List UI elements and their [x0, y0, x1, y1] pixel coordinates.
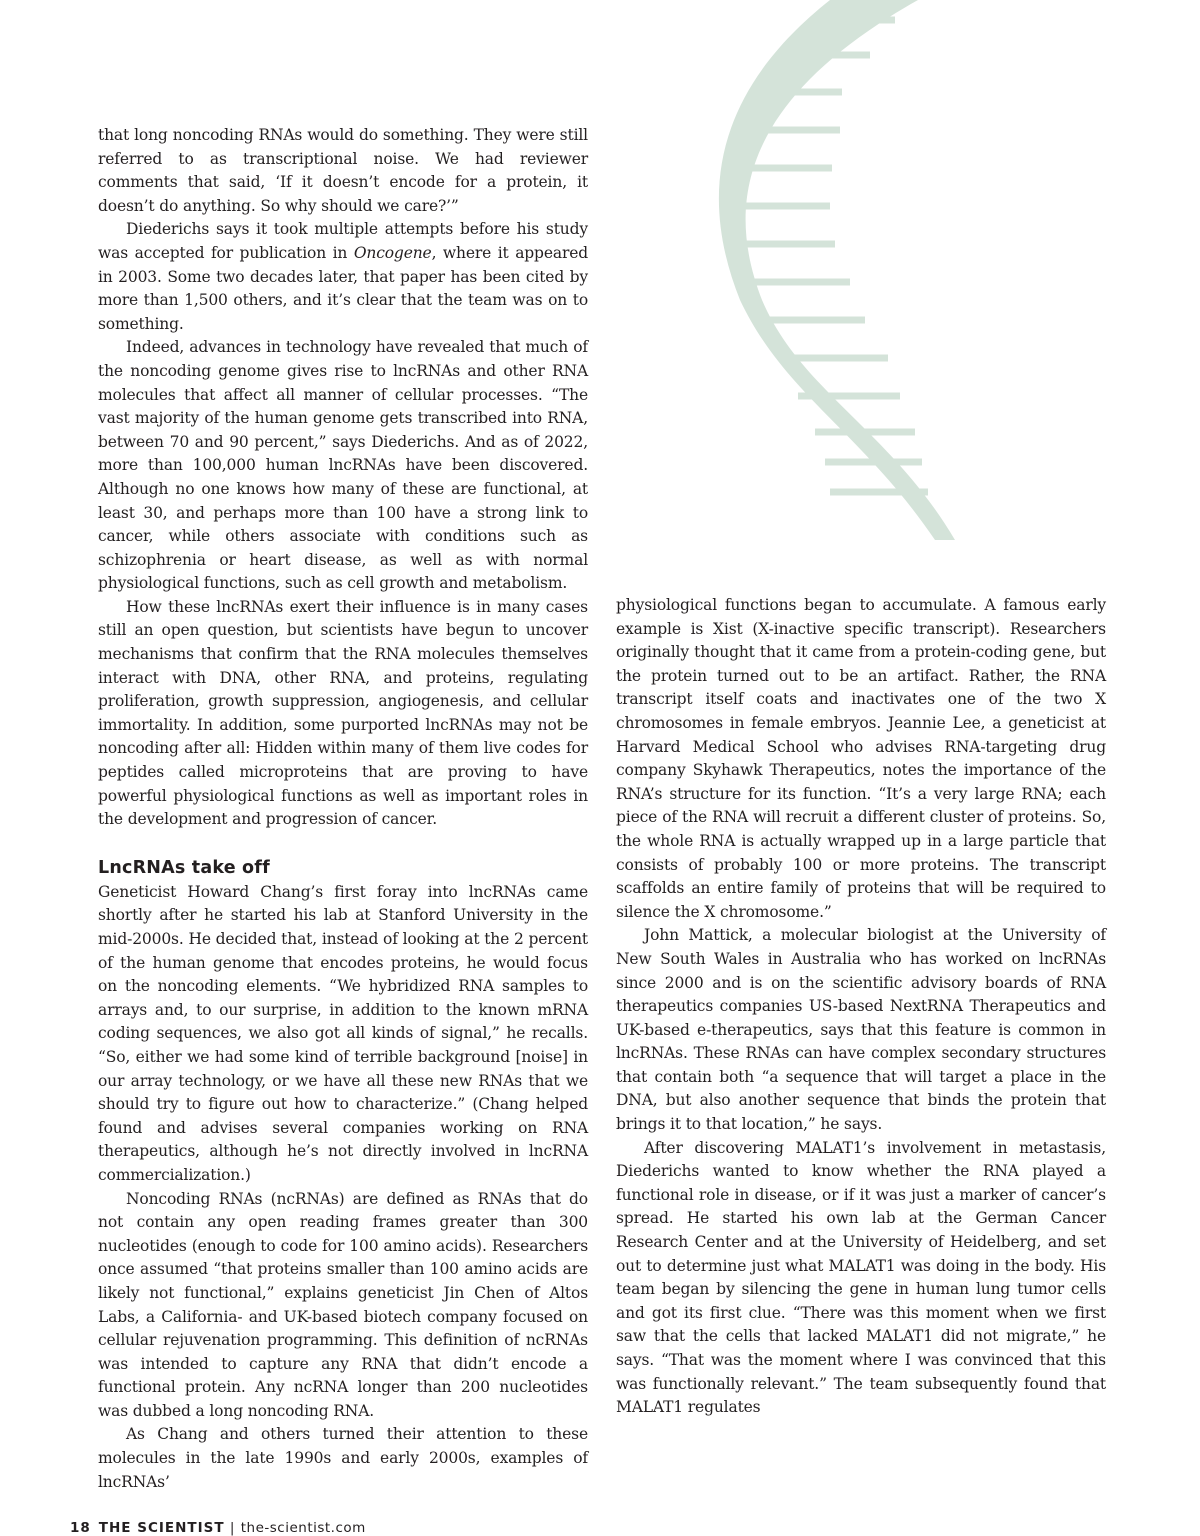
magazine-name: THE SCIENTIST [98, 1520, 225, 1536]
body-paragraph: Geneticist Howard Chang’s first foray into lncRNAs came shortly after he started his lab at Stanford University in the mid-2000s. He decided that, instead of looking at the 2 percent of the human genome that encodes proteins, he would focus on the noncoding elements. “We hybridized RNA samples to arrays and, to our surprise, in addition to the known mRNA coding sequences, we also got all kinds of signal,” he recalls. “So, either we had some kind of terrible background [noise] in our array technology, or we have all these new RNAs that we should try to figure out how to characterize.” (Chang helped found and advises several companies working on RNA therapeutics, although he’s not directly involved in lncRNA commercialization.) [98, 882, 588, 1184]
body-paragraph: Noncoding RNAs (ncRNAs) are defined as RNAs that do not contain any open reading frames greater than 300 nucleotides (enough to code for 100 amino acids). Researchers once assumed “that proteins smaller than 100 amino acids are likely not functional,” explains geneticist Jin Chen of Altos Labs, a California- and UK-based biotech company focused on cellular rejuvenation programming. This definition of ncRNAs was intended to capture any RNA that didn’t encode a functional protein. Any ncRNA longer than 200 nucleotides was dubbed a long noncoding RNA. [98, 1189, 588, 1420]
footer-separator: | [224, 1520, 241, 1536]
section-heading: LncRNAs take off [98, 857, 270, 878]
body-paragraph: John Mattick, a molecular biologist at the University of New South Wales in Australia who has worked on lncRNAs since 2000 and is on the scientific advisory boards of RNA therapeutics companies US-based NextRNA Therapeutics and UK-based e-therapeutics, says that this feature is common in lncRNAs. These RNAs can have complex secondary structures that contain both “a sequence that will target a place in the DNA, but also another sequence that binds the protein that brings it to that location,” he says. [616, 926, 1106, 1134]
body-paragraph: After discovering MALAT1’s involvement in metastasis, Diederichs wanted to know whether the RNA played a functional role in disease, or if it was just a marker of cancer’s spread. He started his own lab at the German Cancer Research Center and at the University of Heidelberg, and set out to determine just what MALAT1 was doing in the body. His team began by silencing the gene in human lung tumor cells and got its first clue. “There was this moment when we first saw that the cells that lacked MALAT1 did not migrate,” he says. “That was the moment where I was convinced that this was functionally relevant.” The team subsequently found that MALAT1 regulates [616, 1138, 1106, 1417]
body-paragraph: How these lncRNAs exert their influence is in many cases still an open question, but scientists have begun to uncover mechanisms that confirm that the RNA molecules themselves interact with DNA, other RNA, and proteins, regulating proliferation, growth suppression, angiogenesis, and cellular immortality. In addition, some purported lncRNAs may not be noncoding after all: Hidden within many of them live codes for peptides called microproteins that are proving to have powerful physiological functions as well as important roles in the development and progression of cancer. [98, 597, 588, 829]
website-link[interactable]: the-scientist.com [240, 1520, 366, 1536]
body-paragraph: physiological functions began to accumulate. A famous early example is Xist (X-inactive specific transcript). Researchers originally thought that it came from a protein-coding gene, but the protein turned out to be an artifact. Rather, the RNA transcript itself coats and inactivates one of the two X chromosomes in female embryos. Jeannie Lee, a geneticist at Harvard Medical School who advises RNA-targeting drug company Skyhawk Therapeutics, notes the importance of the RNA’s structure for its function. “It’s a very large RNA; each piece of the RNA will recruit a different cluster of proteins. So, the whole RNA is actually wrapped up in a large particle that consists of probably 100 or more proteins. The transcript scaffolds an entire family of proteins that will be required to silence the X chromosome.” [616, 596, 1106, 921]
rna-helix-icon [700, 0, 960, 545]
body-paragraph: As Chang and others turned their attention to these molecules in the late 1990s and early 2000s, examples of lncRNAs’ [98, 1425, 588, 1491]
body-paragraph: Indeed, advances in technology have revealed that much of the noncoding genome gives rise to lncRNAs and other RNA molecules that affect all manner of cellular processes. “The vast majority of the human genome gets transcribed into RNA, between 70 and 90 percent,” says Diederichs. And as of 2022, more than 100,000 human lncRNAs have been discovered. Although no one knows how many of these are functional, at least 30, and perhaps more than 100 have a strong link to cancer, while others associate with conditions such as schizophrenia or heart disease, as well as with normal physiological functions, such as cell growth and metabolism. [98, 338, 588, 593]
left-column [70, 124, 588, 1536]
journal-name: Oncogene [353, 243, 432, 262]
page-number: 18 [70, 1520, 91, 1536]
right-column [616, 594, 1106, 1420]
page-footer [70, 1520, 560, 1536]
body-paragraph: that long noncoding RNAs would do something. They were still referred to as transcriptional noise. We had reviewer comments that said, ‘If it doesn’t encode for a protein, it doesn’t do anything. So why should we care?’” [98, 126, 588, 215]
body-paragraph: Diederichs says it took multiple attempts before his study was accepted for publication in Oncogene, where it appeared in 2003. Some two decades later, that paper has been cited by more than 1,500 others, and it’s clear that the team was on to something. [98, 220, 588, 333]
